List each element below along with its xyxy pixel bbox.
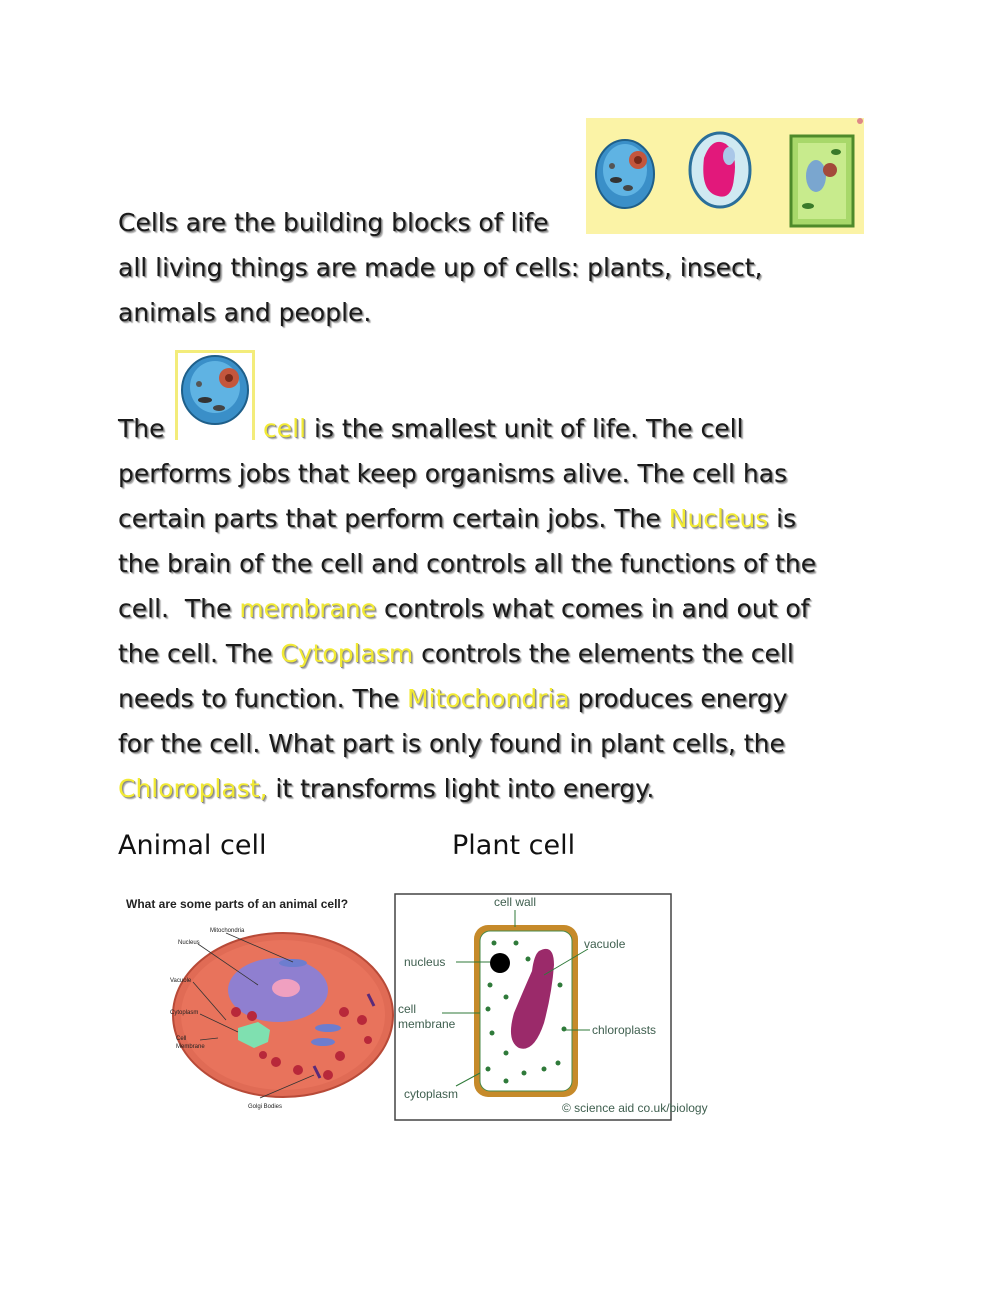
label-nucleus: nucleus — [404, 955, 446, 969]
text-segment: produces energy — [569, 684, 788, 713]
label-vacuole: Vacuole — [170, 978, 192, 984]
inline-cell-image — [175, 350, 255, 440]
plant-cell-diagram — [394, 893, 708, 1121]
text-segment: is the smallest unit of life. The cell — [306, 414, 744, 443]
label-chloroplasts: chloroplasts — [592, 1023, 657, 1037]
label-cell-wall: cell wall — [494, 895, 537, 909]
text-segment: is — [768, 504, 797, 533]
intro-line-3: animals and people. — [118, 298, 372, 327]
text-segment: it transforms light into energy. — [267, 774, 655, 803]
label-cell: Cell — [176, 1036, 187, 1042]
label-membrane: membrane — [398, 1017, 456, 1031]
intro-line-1: Cells are the building blocks of life — [118, 208, 549, 237]
text-segment: the cell. The — [118, 639, 281, 668]
plant-cell-icon — [791, 136, 853, 226]
highlight-chloroplast: Chloroplast, — [118, 774, 268, 803]
para-line-1 — [118, 406, 165, 451]
animal-cell-icon — [596, 140, 654, 208]
label-credit: © science aid co.uk/biology — [562, 1101, 708, 1115]
animal-cell-diagram — [118, 890, 392, 1125]
animal-diagram-title: What are some parts of an animal cell? — [126, 897, 349, 911]
text-segment: certain parts that perform certain jobs. The — [118, 504, 669, 533]
text-segment: needs to function. The — [118, 684, 407, 713]
plant-cell-label: Plant cell — [452, 830, 576, 861]
para-line-4: the brain of the cell and controls all the functions of the — [118, 549, 817, 578]
label-cytoplasm: cytoplasm — [404, 1087, 459, 1101]
label-cytoplasm: Cytoplasm — [170, 1010, 199, 1016]
highlight-cell: cell — [263, 414, 307, 443]
para-line-1b — [263, 406, 743, 451]
word-the: The — [118, 414, 165, 443]
text-segment: controls what comes in and out of — [376, 594, 810, 623]
label-golgi: Golgi Bodies — [248, 1104, 283, 1110]
text-segment: cell. The — [118, 594, 240, 623]
highlight-nucleus: Nucleus — [668, 504, 769, 533]
label-nucleus: Nucleus — [178, 940, 200, 946]
highlight-cytoplasm: Cytoplasm — [280, 639, 414, 668]
label-membrane: Membrane — [176, 1044, 205, 1050]
highlight-membrane: membrane — [239, 594, 377, 623]
label-mitochondria: Mitochondria — [210, 928, 245, 934]
para-line-2: performs jobs that keep organisms alive. The cell has — [118, 459, 788, 488]
para-line-5 — [118, 586, 809, 631]
label-vacuole: vacuole — [584, 937, 626, 951]
pink-cell-icon — [690, 133, 750, 207]
para-line-7 — [118, 676, 787, 721]
animal-cell-label: Animal cell — [118, 830, 267, 861]
para-line-8: for the cell. What part is only found in plant cells, the — [118, 729, 785, 758]
intro-line-2: all living things are made up of cells: plants, insect, — [118, 253, 763, 282]
highlight-mitochondria: Mitochondria — [406, 684, 570, 713]
para-line-9 — [118, 766, 654, 811]
cell-images-banner — [586, 118, 864, 234]
label-cell: cell — [398, 1002, 417, 1016]
para-line-6 — [118, 631, 794, 676]
text-segment: controls the elements the cell — [413, 639, 794, 668]
para-line-3 — [118, 496, 796, 541]
